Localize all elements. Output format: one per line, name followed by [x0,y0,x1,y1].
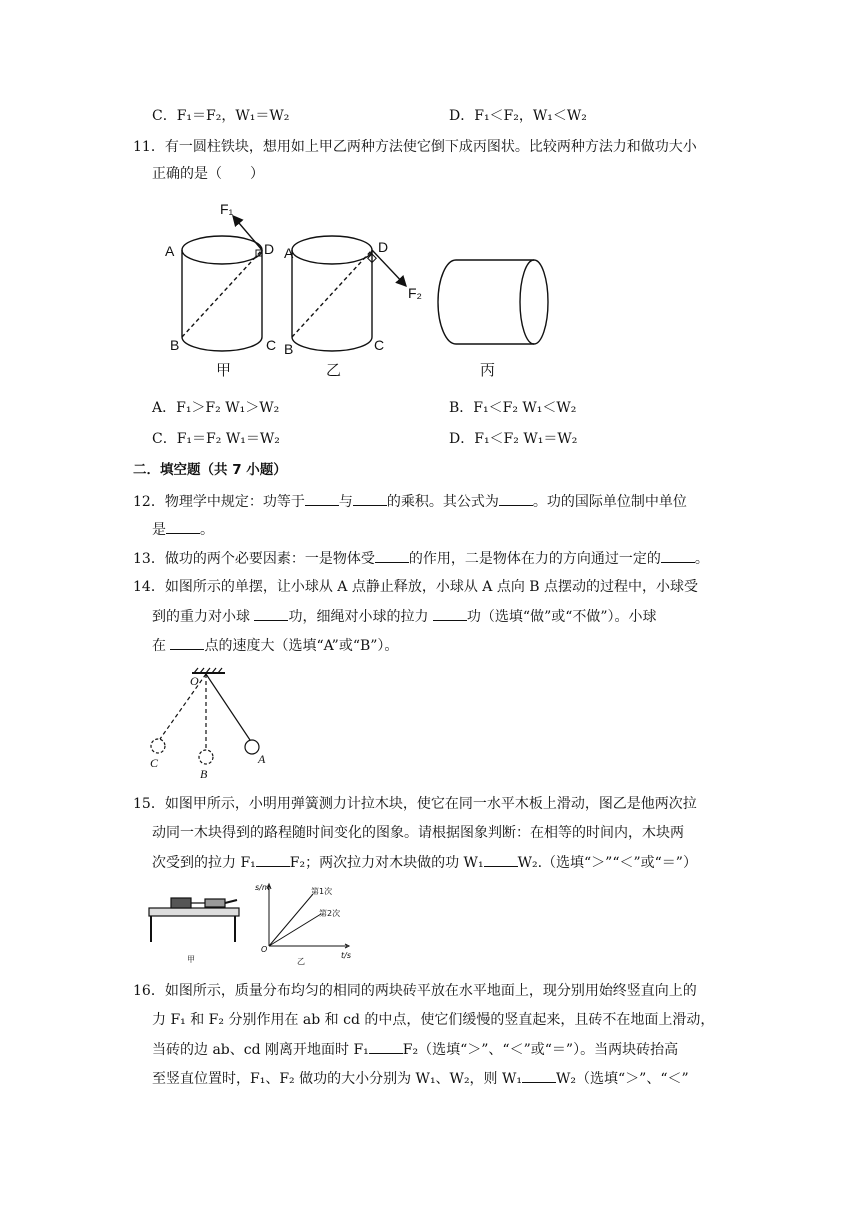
q11-cylinder-figure [160,192,560,387]
blank [305,491,339,506]
q15-figure [145,878,365,966]
origin-label: O [261,945,268,954]
q14-line3: 在 点的速度大（选填“A”或“B”）。 [152,635,398,656]
ylabel: s/m [255,883,270,892]
q14-line1: 14．如图所示的单摆，让小球从 A 点静止释放，小球从 A 点向 B 点摆动的过程中，小球受 [133,579,699,595]
caption-yi: 乙 [326,361,342,379]
q16-line1: 16．如图所示，质量分布均匀的相同的两块砖平放在水平地面上，现分别用始终竖直向上的 [133,983,697,999]
cylinder-jia [182,216,262,351]
blank [369,1039,403,1054]
q13-line: 13．做功的两个必要因素：一是物体受 的作用，二是物体在力的方向通过一定的 。 [133,548,709,569]
q15-line2: 动同一木块得到的路程随时间变化的图象。请根据图象判断：在相等的时间内，木块两 [152,825,684,841]
blank [254,606,288,621]
label-b: B [200,767,208,781]
q10-option-d: D．F₁＜F₂，W₁＜W₂ [449,108,587,124]
label-f2: F₂ [408,285,422,301]
caption-jia: 甲 [187,955,195,964]
blank [661,548,695,563]
caption-bing: 丙 [480,361,496,379]
label-f1: F₁ [220,201,234,217]
q11-option-a: A．F₁＞F₂ W₁＞W₂ [152,400,280,416]
q11-option-d: D．F₁＜F₂ W₁＝W₂ [449,431,578,447]
label-d-yi: D [378,239,389,255]
q16-line3: 当砖的边 ab、cd 刚离开地面时 F₁ F₂（选填“＞”、“＜”或“＝”）。当两块砖抬高 [152,1039,678,1060]
label-a-yi: A [284,245,294,261]
label-c-yi: C [374,337,385,353]
q16-line4: 至竖直位置时，F₁、F₂ 做功的大小分别为 W₁、W₂，则 W₁ W₂（选填“＞”、“＜” [152,1068,689,1089]
q11-stem-line1: 11．有一圆柱铁块，想用如上甲乙两种方法使它倒下成丙图状。比较两种方法力和做功大小 [133,139,697,155]
caption-yi: 乙 [297,957,305,966]
q11-stem-line2: 正确的是（ ） [152,166,264,182]
q11-option-c: C．F₁＝F₂ W₁＝W₂ [152,431,280,447]
blank [353,491,387,506]
cylinder-yi [292,236,406,351]
q16-line2: 力 F₁ 和 F₂ 分别作用在 ab 和 cd 的中点，使它们缓慢的竖直起来，且砖不在地面上滑动， [152,1012,715,1028]
label-c-jia: C [266,337,277,353]
q15-line1: 15．如图甲所示，小明用弹簧测力计拉木块，使它在同一水平木板上滑动，图乙是他两次拉 [133,796,697,812]
table-with-block [149,898,239,942]
blank [522,1068,556,1083]
q11-option-b: B．F₁＜F₂ W₁＜W₂ [449,400,577,416]
blank [375,548,409,563]
blank [166,519,200,534]
blank [499,491,533,506]
q15-line3: 次受到的拉力 F₁ F₂；两次拉力对木块做的功 W₁ W₂.（选填“＞”“＜”或“＝”） [152,852,697,873]
section-heading-fill-in: 二．填空题（共 7 小题） [133,462,287,478]
q14-line2: 到的重力对小球 功，细绳对小球的拉力 功（选填“做”或“不做”）。小球 [152,606,657,627]
blank [433,606,467,621]
q12-line2: 是 。 [152,519,214,540]
blank [484,852,518,867]
label-a: A [258,752,266,766]
q10-option-c: C．F₁＝F₂，W₁＝W₂ [152,108,290,124]
series-2-label: 第2次 [319,909,341,918]
cylinder-bing [438,260,548,344]
series-1-label: 第1次 [311,887,333,896]
xlabel: t/s [341,951,351,960]
label-b-yi: B [284,341,294,357]
q12-line1: 12．物理学中规定：功等于 与 的乘积。其公式为 。功的国际单位制中单位 [133,491,687,512]
label-b-jia: B [170,337,180,353]
blank [256,852,290,867]
label-d-jia: D [264,241,275,257]
label-o: O [190,674,199,688]
blank [170,635,204,650]
q14-pendulum-figure [140,665,280,783]
label-a-jia: A [165,243,175,259]
caption-jia: 甲 [216,361,232,379]
label-c: C [150,756,159,770]
